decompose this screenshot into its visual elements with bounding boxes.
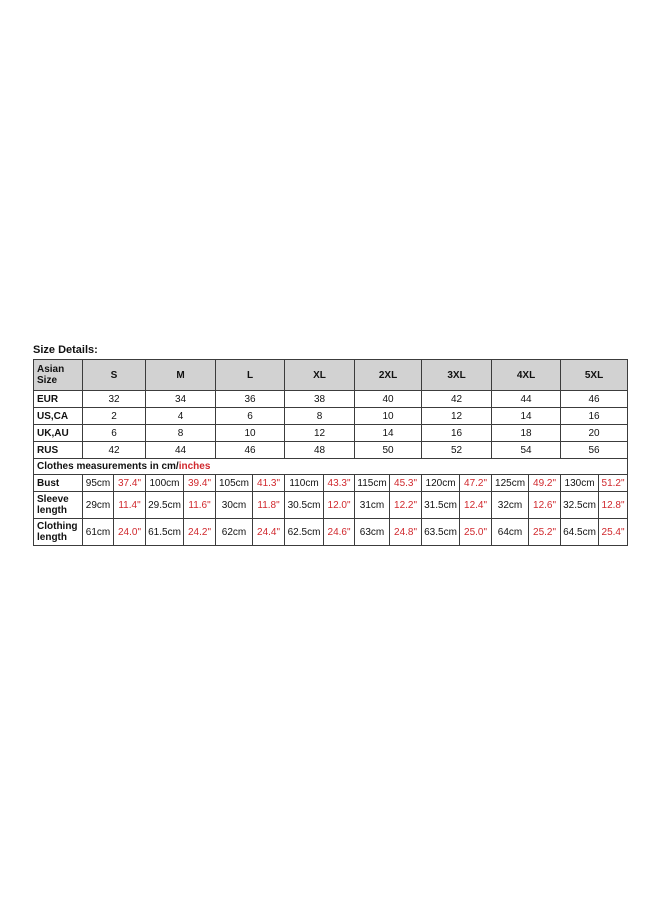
- inch-value-cell: 12.6": [529, 492, 561, 519]
- size-value-cell: 50: [355, 442, 422, 459]
- cm-value-cell: 100cm: [146, 475, 184, 492]
- size-value-cell: 36: [216, 391, 285, 408]
- inch-value-cell: 11.6": [184, 492, 216, 519]
- table-row: [34, 391, 628, 408]
- cm-value-cell: 62cm: [216, 519, 253, 546]
- cm-value-cell: 61.5cm: [146, 519, 184, 546]
- cm-value-cell: 64cm: [492, 519, 529, 546]
- size-value-cell: 14: [492, 408, 561, 425]
- size-header-cell: 2XL: [355, 360, 422, 391]
- size-header-cell: 5XL: [561, 360, 628, 391]
- cm-value-cell: 30.5cm: [285, 492, 324, 519]
- size-value-cell: 40: [355, 391, 422, 408]
- inch-value-cell: 49.2": [529, 475, 561, 492]
- size-value-cell: 8: [146, 425, 216, 442]
- size-header-cell: M: [146, 360, 216, 391]
- size-header-cell: 3XL: [422, 360, 492, 391]
- row-label-cell: Clothing length: [34, 519, 83, 546]
- cm-value-cell: 130cm: [561, 475, 599, 492]
- size-table: [33, 359, 628, 546]
- size-value-cell: 32: [83, 391, 146, 408]
- cm-value-cell: 32cm: [492, 492, 529, 519]
- size-header-cell: S: [83, 360, 146, 391]
- size-value-cell: 56: [561, 442, 628, 459]
- table-row: [34, 442, 628, 459]
- inch-value-cell: 25.4": [599, 519, 628, 546]
- size-value-cell: 20: [561, 425, 628, 442]
- table-row: [34, 408, 628, 425]
- header-label-cell: Asian Size: [34, 360, 83, 391]
- inch-value-cell: 24.2": [184, 519, 216, 546]
- size-header-cell: L: [216, 360, 285, 391]
- size-value-cell: 34: [146, 391, 216, 408]
- size-value-cell: 4: [146, 408, 216, 425]
- row-label-cell: EUR: [34, 391, 83, 408]
- row-label-cell: Bust: [34, 475, 83, 492]
- cm-value-cell: 61cm: [83, 519, 114, 546]
- cm-value-cell: 95cm: [83, 475, 114, 492]
- size-value-cell: 46: [216, 442, 285, 459]
- measurement-heading: Clothes measurements in cm/inches: [34, 459, 628, 475]
- inch-value-cell: 11.4": [114, 492, 146, 519]
- size-value-cell: 16: [561, 408, 628, 425]
- cm-value-cell: 32.5cm: [561, 492, 599, 519]
- size-value-cell: 16: [422, 425, 492, 442]
- size-value-cell: 42: [83, 442, 146, 459]
- inch-value-cell: 41.3": [253, 475, 285, 492]
- cm-value-cell: 31cm: [355, 492, 390, 519]
- row-label-cell: Sleeve length: [34, 492, 83, 519]
- inch-value-cell: 43.3": [324, 475, 355, 492]
- row-label-cell: UK,AU: [34, 425, 83, 442]
- inch-value-cell: 39.4": [184, 475, 216, 492]
- inch-value-cell: 24.6": [324, 519, 355, 546]
- table-row: [34, 475, 628, 492]
- inch-value-cell: 24.4": [253, 519, 285, 546]
- inch-value-cell: 12.0": [324, 492, 355, 519]
- cm-value-cell: 64.5cm: [561, 519, 599, 546]
- inch-value-cell: 12.2": [390, 492, 422, 519]
- size-value-cell: 42: [422, 391, 492, 408]
- size-value-cell: 10: [355, 408, 422, 425]
- size-value-cell: 12: [285, 425, 355, 442]
- cm-value-cell: 63.5cm: [422, 519, 460, 546]
- inch-value-cell: 47.2": [460, 475, 492, 492]
- inch-value-cell: 12.8": [599, 492, 628, 519]
- inch-value-cell: 37.4": [114, 475, 146, 492]
- size-value-cell: 6: [216, 408, 285, 425]
- row-label-cell: US,CA: [34, 408, 83, 425]
- inch-value-cell: 11.8": [253, 492, 285, 519]
- table-row: [34, 519, 628, 546]
- size-header-cell: 4XL: [492, 360, 561, 391]
- cm-value-cell: 115cm: [355, 475, 390, 492]
- cm-value-cell: 125cm: [492, 475, 529, 492]
- size-value-cell: 54: [492, 442, 561, 459]
- size-value-cell: 44: [492, 391, 561, 408]
- size-value-cell: 8: [285, 408, 355, 425]
- size-header-cell: XL: [285, 360, 355, 391]
- inch-value-cell: 45.3": [390, 475, 422, 492]
- header-row: [34, 360, 628, 391]
- size-chart: [33, 343, 627, 546]
- size-value-cell: 2: [83, 408, 146, 425]
- cm-value-cell: 29cm: [83, 492, 114, 519]
- row-label-cell: RUS: [34, 442, 83, 459]
- cm-value-cell: 120cm: [422, 475, 460, 492]
- cm-value-cell: 110cm: [285, 475, 324, 492]
- inch-value-cell: 25.0": [460, 519, 492, 546]
- size-value-cell: 48: [285, 442, 355, 459]
- size-value-cell: 10: [216, 425, 285, 442]
- cm-value-cell: 29.5cm: [146, 492, 184, 519]
- size-value-cell: 18: [492, 425, 561, 442]
- inch-value-cell: 24.8": [390, 519, 422, 546]
- size-value-cell: 46: [561, 391, 628, 408]
- cm-value-cell: 30cm: [216, 492, 253, 519]
- size-chart-title: Size Details:: [33, 344, 98, 356]
- inch-value-cell: 24.0": [114, 519, 146, 546]
- measurement-heading-row: [34, 459, 628, 475]
- size-value-cell: 14: [355, 425, 422, 442]
- size-value-cell: 12: [422, 408, 492, 425]
- cm-value-cell: 105cm: [216, 475, 253, 492]
- inch-value-cell: 51.2": [599, 475, 628, 492]
- size-value-cell: 38: [285, 391, 355, 408]
- cm-value-cell: 62.5cm: [285, 519, 324, 546]
- cm-value-cell: 31.5cm: [422, 492, 460, 519]
- inch-value-cell: 25.2": [529, 519, 561, 546]
- inch-value-cell: 12.4": [460, 492, 492, 519]
- size-value-cell: 44: [146, 442, 216, 459]
- cm-value-cell: 63cm: [355, 519, 390, 546]
- size-value-cell: 52: [422, 442, 492, 459]
- table-row: [34, 492, 628, 519]
- size-value-cell: 6: [83, 425, 146, 442]
- table-row: [34, 425, 628, 442]
